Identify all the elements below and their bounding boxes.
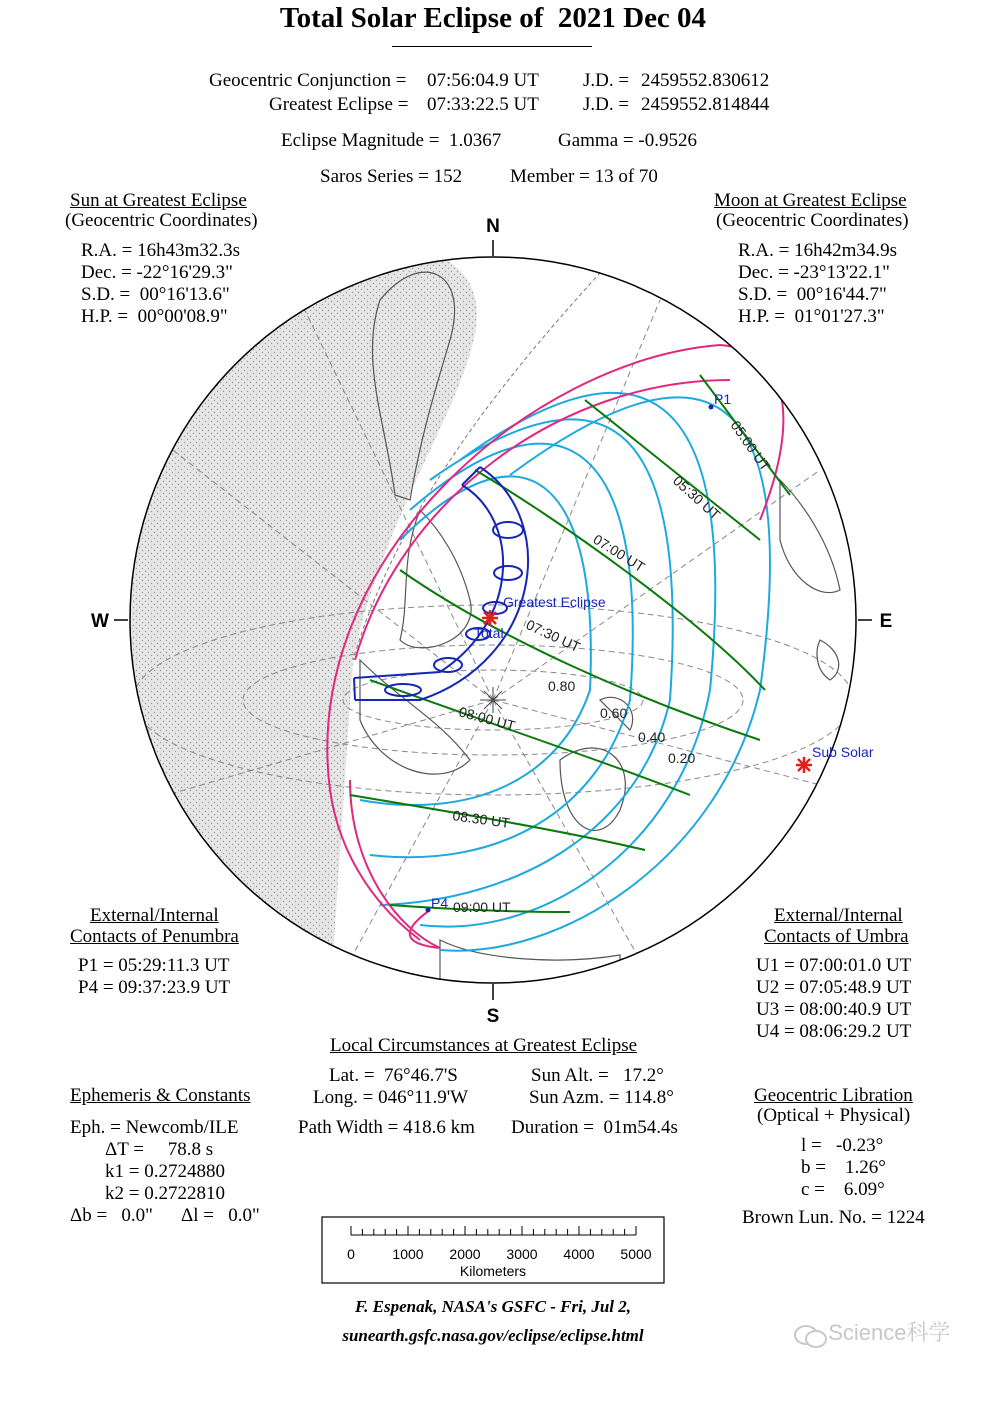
local-lat: Lat. = 76°46.7'S	[329, 1065, 458, 1086]
time-label-0700: 07:00 UT	[590, 530, 648, 576]
scale-unit-label: Kilometers	[459, 1263, 527, 1279]
libration-brown: Brown Lun. No. = 1224	[742, 1207, 925, 1228]
ephemeris-eph: Eph. = Newcomb/ILE	[70, 1117, 239, 1138]
umbra-u1: U1 = 07:00:01.0 UT	[756, 955, 912, 976]
umbra-title-2: Contacts of Umbra	[764, 926, 909, 947]
local-path-width: Path Width = 418.6 km	[298, 1117, 475, 1138]
time-label-0800: 08:00 UT	[457, 703, 517, 734]
scale-tick-label: 5000	[620, 1246, 652, 1262]
umbra-title-1: External/Internal	[774, 905, 903, 926]
penumbra-p1: P1 = 05:29:11.3 UT	[78, 955, 230, 976]
greatest-label: Greatest Eclipse =	[269, 94, 409, 115]
moon-title: Moon at Greatest Eclipse	[714, 190, 907, 211]
moon-hp: H.P. = 01°01'27.3"	[738, 306, 885, 327]
scale-tick-label: 3000	[506, 1246, 538, 1262]
page-title: Total Solar Eclipse of 2021 Dec 04	[279, 2, 707, 34]
scale-tick-label: 2000	[449, 1246, 481, 1262]
sun-hp: H.P. = 00°00'08.9"	[81, 306, 228, 327]
moon-ra: R.A. = 16h42m34.9s	[738, 240, 898, 261]
sub-solar-label: Sub Solar	[812, 744, 874, 760]
ephemeris-k2: k2 = 0.2722810	[105, 1183, 225, 1204]
sun-title: Sun at Greatest Eclipse	[70, 190, 247, 211]
ephemeris-delta-b: Δb = 0.0"	[70, 1205, 153, 1226]
ephemeris-delta-t: ΔT = 78.8 s	[105, 1139, 214, 1160]
credit-url[interactable]: sunearth.gsfc.nasa.gov/eclipse/eclipse.html	[342, 1326, 644, 1345]
umbra-u3: U3 = 08:00:40.9 UT	[756, 999, 912, 1020]
compass-north: N	[486, 216, 500, 237]
scale-tick-label: 0	[347, 1246, 355, 1262]
eclipse-magnitude: Eclipse Magnitude = 1.0367	[281, 130, 502, 151]
time-label-0500: 05:00 UT	[727, 417, 774, 474]
time-label-0830: 08:30 UT	[451, 807, 511, 831]
total-label: Total	[474, 625, 504, 641]
p1-label: P1	[714, 391, 732, 407]
penumbra-p4: P4 = 09:37:23.9 UT	[78, 977, 231, 998]
libration-l: l = -0.23°	[801, 1135, 884, 1156]
conjunction-time: 07:56:04.9 UT	[427, 70, 539, 91]
magnitude-label-040: 0.40	[638, 729, 666, 745]
conjunction-label: Geocentric Conjunction =	[209, 70, 407, 91]
magnitude-label-060: 0.60	[600, 705, 628, 721]
sun-subtitle: (Geocentric Coordinates)	[65, 210, 258, 231]
moon-dec: Dec. = -23°13'22.1"	[738, 262, 890, 283]
penumbra-title-1: External/Internal	[90, 905, 219, 926]
conjunction-jd-label: J.D. =	[583, 70, 630, 91]
saros-series: Saros Series = 152	[320, 166, 463, 187]
scale-tick-label: 4000	[563, 1246, 595, 1262]
time-label-0730: 07:30 UT	[523, 616, 583, 656]
watermark	[780, 1290, 951, 1347]
compass-east: E	[879, 611, 893, 632]
greatest-jd: 2459552.814844	[641, 94, 770, 115]
moon-subtitle: (Geocentric Coordinates)	[716, 210, 909, 231]
umbra-u4: U4 = 08:06:29.2 UT	[756, 1021, 912, 1042]
wechat-icon	[792, 1322, 828, 1346]
scale-ticks	[351, 1226, 636, 1235]
gamma: Gamma = -0.9526	[558, 130, 697, 151]
local-duration: Duration = 01m54.4s	[511, 1117, 678, 1138]
moon-sd: S.D. = 00°16'44.7"	[738, 284, 887, 305]
local-title: Local Circumstances at Greatest Eclipse	[330, 1035, 638, 1056]
libration-title: Geocentric Libration	[754, 1085, 913, 1106]
local-long: Long. = 046°11.9'W	[313, 1087, 469, 1108]
libration-subtitle: (Optical + Physical)	[757, 1105, 911, 1126]
umbra-u2: U2 = 07:05:48.9 UT	[756, 977, 912, 998]
time-label-0900: 09:00 UT	[453, 899, 511, 915]
watermark-text: Science科学	[828, 1320, 951, 1345]
sun-sd: S.D. = 00°16'13.6"	[81, 284, 230, 305]
conjunction-jd: 2459552.830612	[641, 70, 770, 91]
time-label-0530: 05:30 UT	[669, 472, 724, 523]
scale-tick-label: 1000	[392, 1246, 424, 1262]
greatest-jd-label: J.D. =	[583, 94, 630, 115]
saros-member: Member = 13 of 70	[510, 166, 658, 187]
credit-author: F. Espenak, NASA's GSFC - Fri, Jul 2,	[354, 1297, 632, 1316]
libration-c: c = 6.09°	[801, 1179, 885, 1200]
ephemeris-delta-l: Δl = 0.0"	[181, 1205, 260, 1226]
local-sun-azm: Sun Azm. = 114.8°	[529, 1087, 674, 1108]
penumbra-title-2: Contacts of Penumbra	[70, 926, 239, 947]
greatest-time: 07:33:22.5 UT	[427, 94, 539, 115]
local-sun-alt: Sun Alt. = 17.2°	[531, 1065, 664, 1086]
ephemeris-title: Ephemeris & Constants	[70, 1085, 251, 1106]
ephemeris-k1: k1 = 0.2724880	[105, 1161, 225, 1182]
sun-dec: Dec. = -22°16'29.3"	[81, 262, 233, 283]
sun-ra: R.A. = 16h43m32.3s	[81, 240, 241, 261]
p4-label: P4	[431, 895, 449, 911]
magnitude-label-020: 0.20	[668, 750, 696, 766]
greatest-eclipse-label: Greatest Eclipse	[503, 594, 606, 610]
libration-b: b = 1.26°	[801, 1157, 886, 1178]
magnitude-label-080: 0.80	[548, 678, 576, 694]
compass-west: W	[91, 611, 109, 632]
compass-south: S	[486, 1006, 500, 1027]
